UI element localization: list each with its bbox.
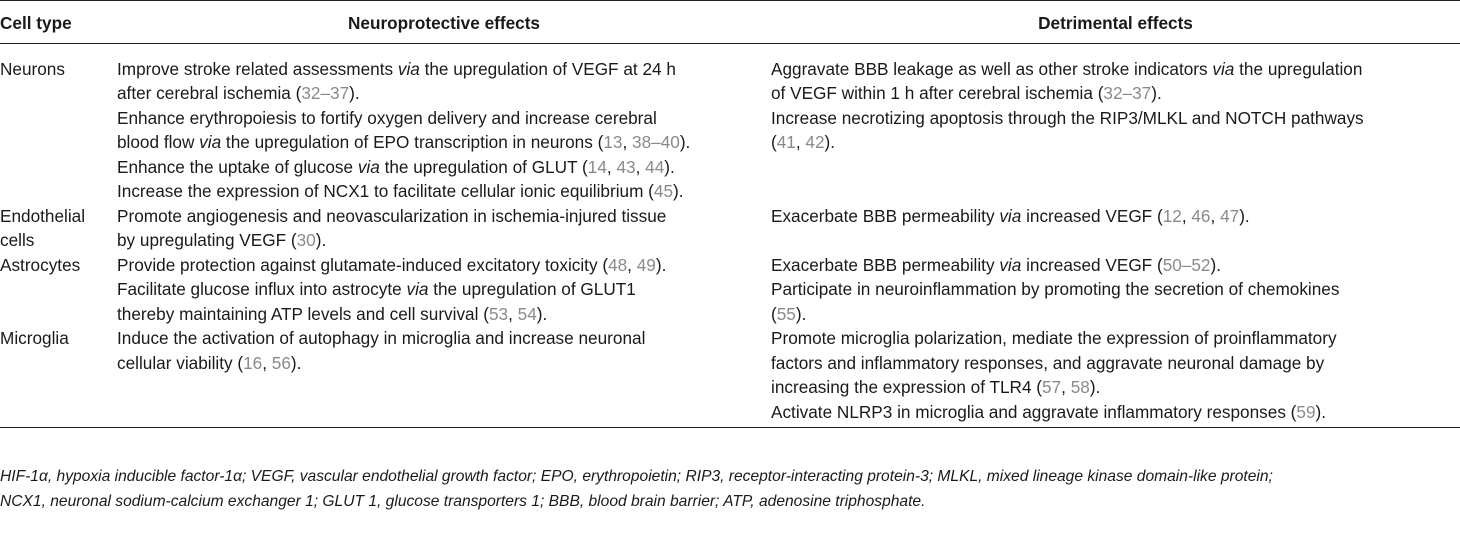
text-segment: Promote microglia polarization, mediate the expression of proinflammatory [771,328,1337,348]
text-segment: ). [664,156,675,177]
reference-link[interactable]: 59 [1296,401,1316,422]
cell-type [0,326,117,428]
text-segment: , [622,132,633,152]
reference-link[interactable]: 32–37 [301,83,350,103]
text-segment: thereby maintaining ATP levels and cell survival ( [117,303,489,324]
text-segment: Provide protection against glutamate-induced excitatory toxicity ( [117,254,609,275]
reference-link[interactable]: 57 [1042,377,1062,397]
reference-link[interactable]: 49 [636,254,656,275]
text-segment: ). [1239,205,1250,226]
detrimental-line [771,375,1460,400]
text-segment: Exacerbate BBB permeability [771,205,1000,226]
neuroprotective-effects [117,204,771,253]
reference-link[interactable]: 44 [645,156,665,177]
cell-type [0,253,117,327]
text-segment: ( [771,303,777,324]
table-footnote [0,465,1460,514]
text-segment: Participate in neuroinflammation by promoting the secretion of chemokines [771,279,1340,299]
detrimental-line [771,204,1460,229]
reference-link[interactable]: 45 [653,181,674,201]
text-segment: increased VEGF ( [1021,254,1163,275]
detrimental-line [771,400,1460,425]
reference-link[interactable]: 38–40 [632,132,680,152]
neuroprotective-line [117,326,771,351]
cell-type-line: Microglia [0,328,69,348]
text-segment: ). [1210,254,1221,275]
text-segment: cellular viability ( [117,352,244,373]
text-segment: ( [771,132,777,152]
neuroprotective-line [117,130,771,155]
neuroprotective-effects [117,43,771,204]
footnote-line: NCX1, neuronal sodium-calcium exchanger 1; GLUT 1, glucose transporters 1; BBB, blood brain barrier; ATP, adenosine triphosphate. [0,492,926,510]
text-segment: ). [673,181,684,201]
text-segment: Aggravate BBB leakage as well as other stroke indicators [771,58,1213,79]
reference-link[interactable]: 42 [805,132,825,152]
text-segment: , [1181,205,1192,226]
text-segment: , [1061,377,1071,397]
text-segment: ). [1315,401,1327,422]
reference-link[interactable]: 30 [296,230,316,250]
table-row [0,253,1460,327]
italic-term: via [1212,58,1235,79]
text-segment: blood flow [117,132,200,152]
text-segment: ). [315,230,327,250]
text-segment: the upregulation of VEGF at 24 h [419,58,676,79]
text-segment: ). [679,132,691,152]
detrimental-effects [771,326,1460,428]
text-segment: by upregulating VEGF ( [117,230,297,250]
reference-link[interactable]: 14 [587,156,607,177]
detrimental-line [771,326,1460,351]
detrimental-line [771,253,1460,278]
cell-type-line: Neurons [0,58,65,79]
text-segment: ). [824,132,836,152]
reference-link[interactable]: 12 [1162,205,1182,226]
italic-term: via [999,205,1022,226]
text-segment: ). [349,83,360,103]
cell-type-line: Astrocytes [0,254,81,275]
neuroprotective-line [117,106,771,131]
neuroprotective-line [117,81,771,106]
reference-link[interactable]: 43 [616,156,636,177]
text-segment: , [795,132,806,152]
reference-link[interactable]: 55 [776,303,796,324]
reference-link[interactable]: 54 [517,303,537,324]
text-segment: ). [290,352,302,373]
text-segment: ). [795,303,807,324]
cell-type-line: cells [0,230,35,250]
cell-type [0,204,117,253]
text-segment: Exacerbate BBB permeability [771,254,1000,275]
header-cell-type: Cell type [0,1,117,44]
detrimental-effects [771,253,1460,327]
reference-link[interactable]: 48 [608,254,628,275]
italic-term: via [199,132,222,152]
neuroprotective-line [117,277,771,302]
header-neuroprotective: Neuroprotective effects [117,1,771,44]
text-segment: the upregulation of GLUT1 [428,279,636,299]
text-segment: ). [536,303,548,324]
text-segment: the upregulation of EPO transcription in neurons ( [221,132,604,152]
text-segment: factors and inflammatory responses, and aggravate neuronal damage by [771,352,1325,373]
text-segment: increasing the expression of TLR4 ( [771,377,1043,397]
table-row [0,43,1460,204]
text-segment: , [635,156,646,177]
reference-link[interactable]: 47 [1220,205,1240,226]
neuroprotective-line [117,351,771,376]
neuroprotective-line [117,253,771,278]
cell-type [0,43,117,204]
text-segment: of VEGF within 1 h after cerebral ischemia ( [771,83,1104,103]
reference-link[interactable]: 50–52 [1162,254,1211,275]
reference-link[interactable]: 58 [1070,377,1090,397]
text-segment: increased VEGF ( [1021,205,1163,226]
detrimental-line [771,302,1460,327]
table-body [0,43,1460,428]
text-segment: Increase necrotizing apoptosis through the RIP3/MLKL and NOTCH pathways [771,107,1364,128]
italic-term: via [397,58,420,79]
reference-link[interactable]: 53 [488,303,509,324]
neuroprotective-line [117,228,771,253]
table-row [0,204,1460,253]
table-row [0,326,1460,428]
text-segment: , [627,254,637,275]
neuroprotective-line [117,204,771,229]
text-segment: ). [655,254,667,275]
text-segment: Improve stroke related assessments [117,58,398,79]
detrimental-line [771,57,1460,82]
text-segment: the upregulation of GLUT ( [379,156,588,177]
text-segment: Induce the activation of autophagy in microglia and increase neuronal [117,328,646,348]
text-segment: after cerebral ischemia ( [117,83,302,103]
detrimental-line [771,351,1460,376]
text-segment: Enhance erythropoiesis to fortify oxygen delivery and increase cerebral [117,107,657,128]
reference-link[interactable]: 13 [603,132,623,152]
detrimental-line [771,277,1460,302]
neuroprotective-line [117,57,771,82]
text-segment: Activate NLRP3 in microglia and aggravate inflammatory responses ( [771,401,1297,422]
detrimental-line [771,106,1460,131]
text-segment: Facilitate glucose influx into astrocyte [117,279,407,299]
text-segment: , [262,352,272,373]
header-detrimental: Detrimental effects [771,1,1460,44]
italic-term: via [357,156,380,177]
text-segment: , [1210,205,1221,226]
cell-type-line: Endothelial [0,205,86,226]
italic-term: via [999,254,1022,275]
neuroprotective-line [117,155,771,180]
table-header-row [0,1,1460,44]
detrimental-line [771,81,1460,106]
text-segment: ). [1151,83,1162,103]
text-segment: Increase the expression of NCX1 to facilitate cellular ionic equilibrium ( [117,181,654,201]
neuroprotective-line [117,179,771,204]
text-segment: the upregulation [1234,58,1363,79]
neuroprotective-effects [117,326,771,428]
detrimental-effects [771,204,1460,253]
reference-link[interactable]: 46 [1191,205,1211,226]
detrimental-line [771,130,1460,155]
text-segment: Enhance the uptake of glucose [117,156,358,177]
detrimental-effects [771,43,1460,204]
neuroprotective-line [117,302,771,327]
text-segment: ). [1089,377,1101,397]
reference-link[interactable]: 41 [776,132,796,152]
reference-link[interactable]: 16 [243,352,263,373]
reference-link[interactable]: 32–37 [1103,83,1152,103]
text-segment: , [508,303,518,324]
italic-term: via [406,279,429,299]
text-segment: , [606,156,617,177]
text-segment: Promote angiogenesis and neovascularization in ischemia-injured tissue [117,205,667,226]
neuroprotective-effects [117,253,771,327]
footnote-line: HIF-1α, hypoxia inducible factor-1α; VEGF, vascular endothelial growth factor; EPO, erythropoietin; RIP3, receptor-interacting protein-3; MLKL, mixed lineage kinase domain-like protein; [0,468,1273,485]
reference-link[interactable]: 56 [271,352,291,373]
